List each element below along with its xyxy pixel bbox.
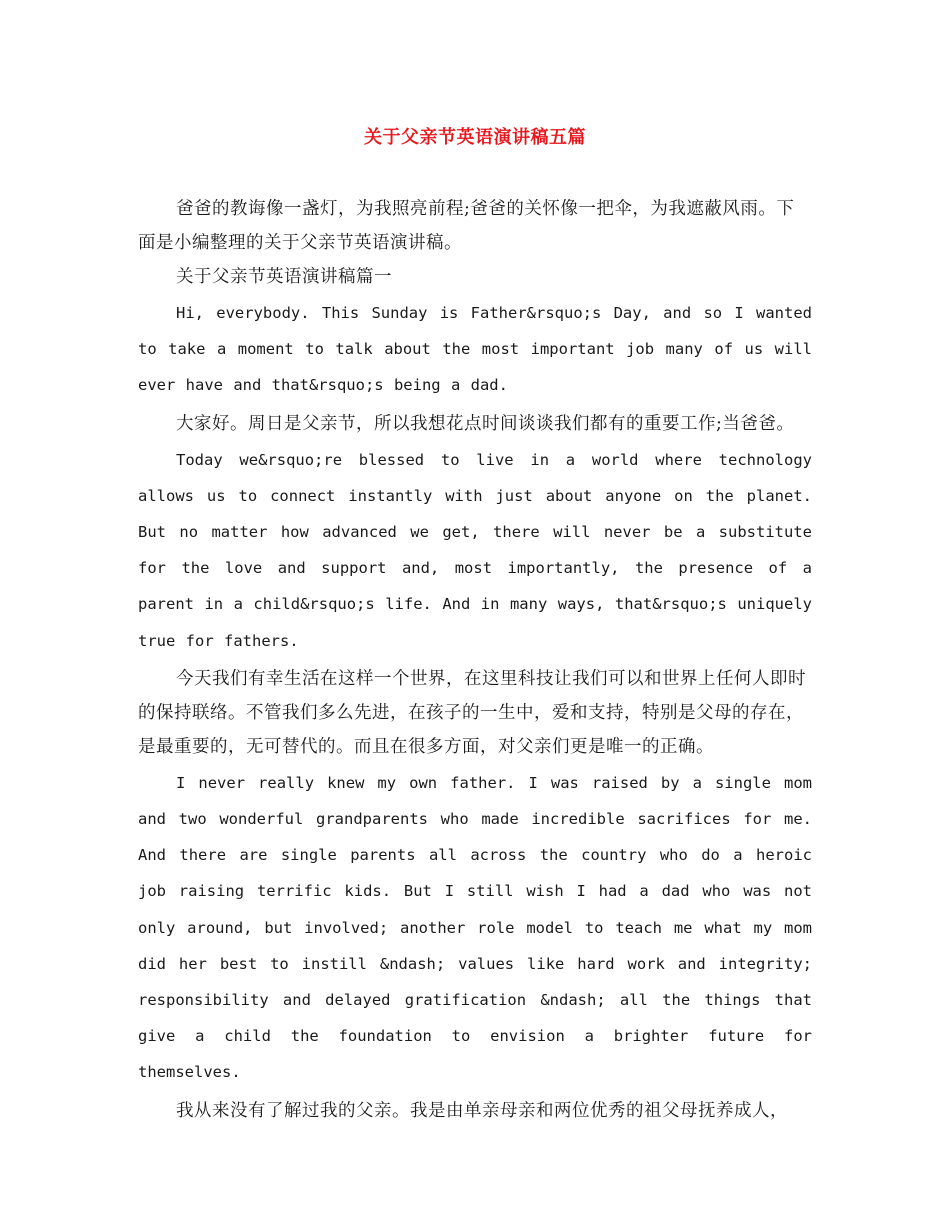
document-body bbox=[138, 192, 812, 1128]
english-paragraph: Today we&rsquo;re blessed to live in a world where technology allows us to connect instantly with just about anyone on the planet. But no matter how advanced we get, there will never be a substitute for the love and support and, most importantly, the presence of a parent in a child&rsquo;s life. And in many ways, that&rsquo;s uniquely true for fathers. bbox=[138, 450, 812, 650]
section-heading: 关于父亲节英语演讲稿篇一 bbox=[176, 267, 392, 287]
intro-paragraph: 爸爸的教诲像一盏灯，为我照亮前程;爸爸的关怀像一把伞，为我遮蔽风雨。下面是小编整理的关于父亲节英语演讲稿。 bbox=[138, 199, 795, 253]
chinese-paragraph: 大家好。周日是父亲节，所以我想花点时间谈谈我们都有的重要工作;当爸爸。 bbox=[176, 413, 795, 434]
document-title: 关于父亲节英语演讲稿五篇 bbox=[364, 127, 586, 148]
english-paragraph: Hi, everybody. This Sunday is Father&rsquo;s Day, and so I wanted to take a moment to talk about the most important job many of us will ever have and that&rsquo;s being a dad. bbox=[138, 304, 812, 395]
chinese-paragraph: 我从来没有了解过我的父亲。我是由单亲母亲和两位优秀的祖父母抚养成人， bbox=[176, 1100, 788, 1121]
english-paragraph: I never really knew my own father. I was raised by a single mom and two wonderful grandparents who made incredible sacrifices for me. And there are single parents all across the country who do a heroic job raising terrific kids. But I still wish I had a dad who was not only around, but involved; another role model to teach me what my mom did her best to instill &ndash; values like hard work and integrity; responsibility and delayed gratification &ndash; all the things that give a child the foundation to envision a brighter future for themselves. bbox=[138, 773, 812, 1082]
chinese-paragraph: 今天我们有幸生活在这样一个世界，在这里科技让我们可以和世界上任何人即时的保持联络。不管我们多么先进，在孩子的一生中，爱和支持，特别是父母的存在，是最重要的，无可替代的。而且在很多方面，对父亲们更是唯一的正确。 bbox=[138, 668, 806, 757]
